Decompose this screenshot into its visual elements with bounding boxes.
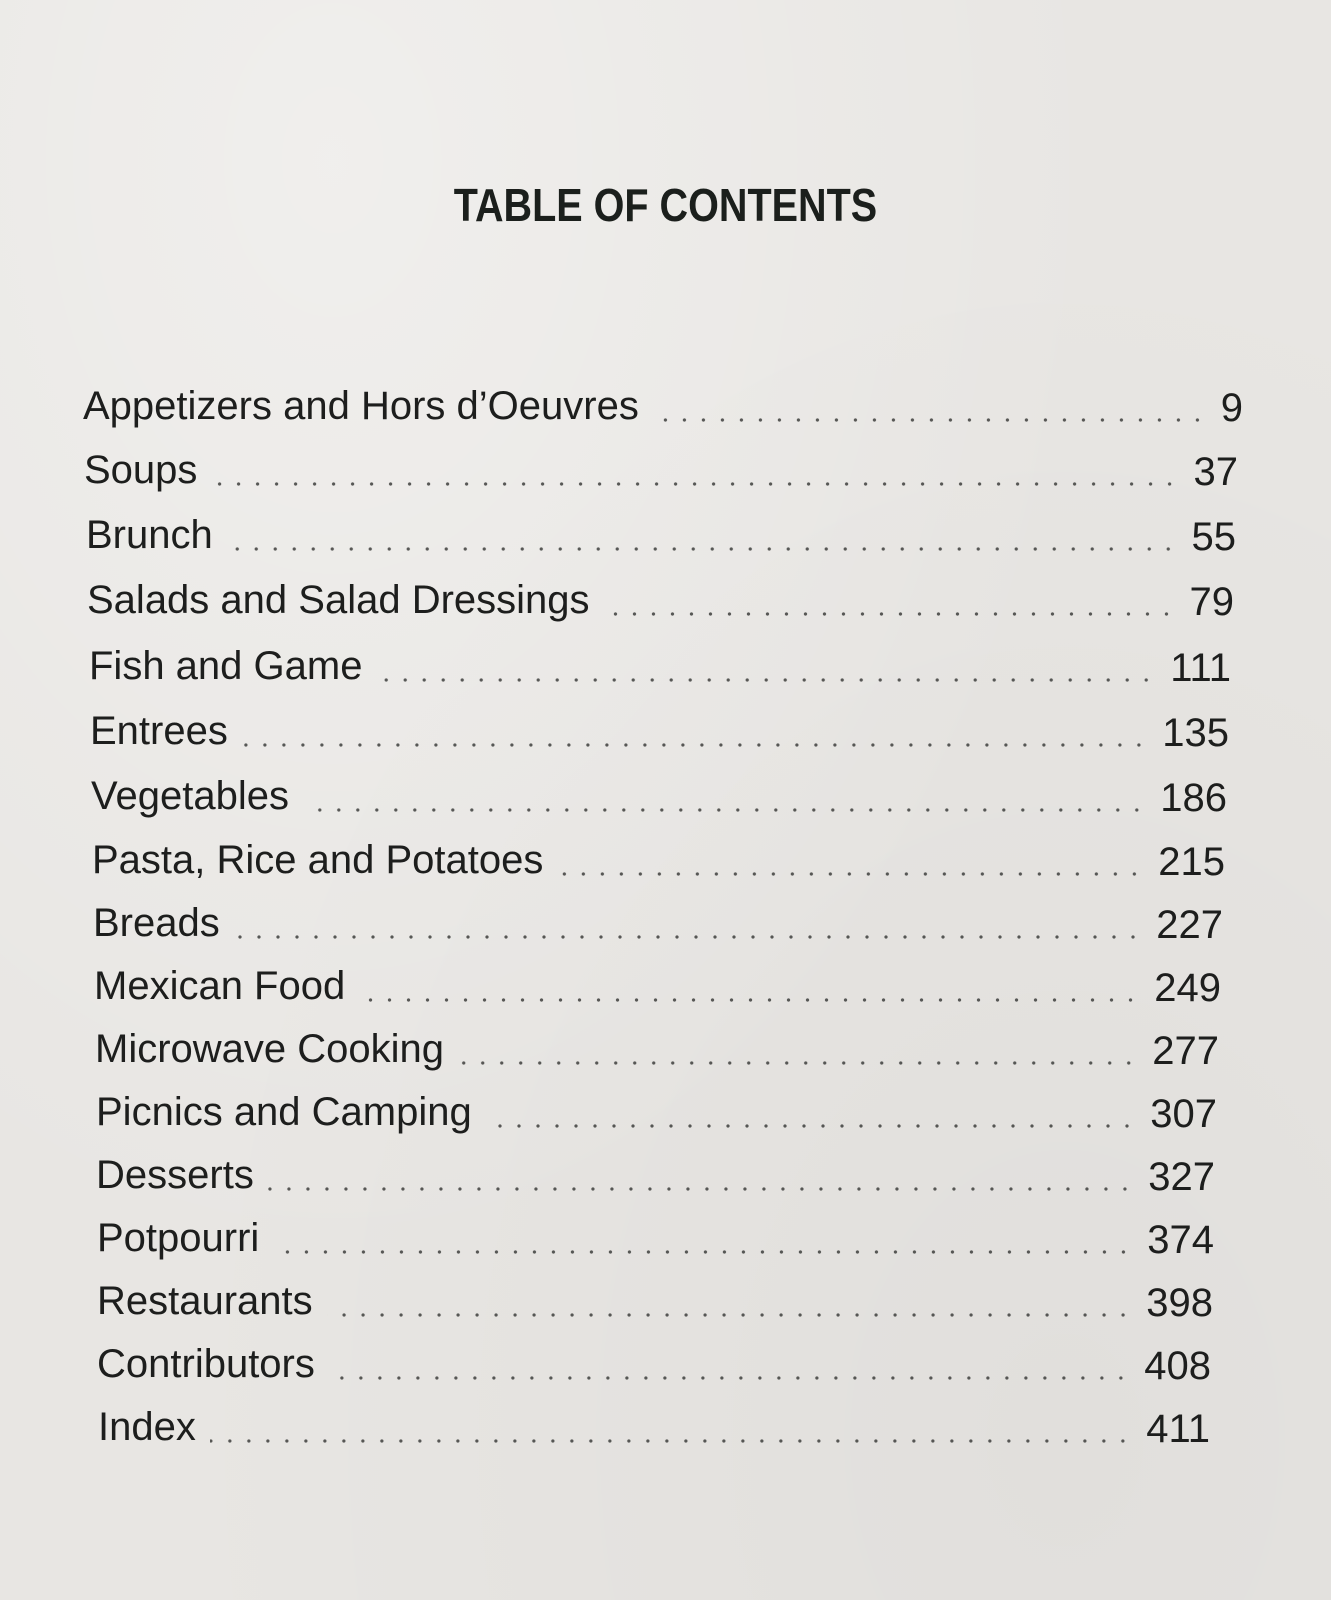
- dot-leader: [242, 741, 1148, 749]
- toc-entry-title: Salads and Salad Dressings: [87, 578, 590, 622]
- dot-leader: [211, 480, 1179, 488]
- toc-entry-title: Desserts: [96, 1153, 254, 1197]
- toc-entry: [97, 1275, 1213, 1327]
- dot-leader: [604, 610, 1176, 618]
- toc-page-number: 408: [1144, 1344, 1211, 1388]
- toc-page-number: 249: [1154, 966, 1221, 1010]
- toc-page-number: 277: [1152, 1029, 1219, 1073]
- dot-leader: [227, 545, 1178, 553]
- toc-entry: [84, 444, 1238, 496]
- toc-page-number: 374: [1147, 1218, 1214, 1262]
- toc-page-number: 307: [1150, 1092, 1217, 1136]
- dot-leader: [486, 1122, 1137, 1130]
- toc-page-number: 327: [1148, 1155, 1215, 1199]
- toc-page-number: 135: [1162, 711, 1229, 755]
- toc-entry-title: Entrees: [90, 709, 228, 753]
- page-title: TABLE OF CONTENTS: [453, 179, 878, 231]
- toc-entry: [98, 1401, 1210, 1453]
- toc-entry-title: Appetizers and Hors d’Oeuvres: [83, 384, 639, 428]
- toc-entry: [93, 897, 1223, 949]
- toc-page-number: 111: [1170, 646, 1231, 690]
- toc-entry: [89, 640, 1231, 692]
- toc-entry-title: Pasta, Rice and Potatoes: [92, 838, 544, 882]
- toc-entry: [92, 834, 1225, 886]
- toc-entry-title: Restaurants: [97, 1279, 313, 1323]
- toc-entry-title: Mexican Food: [94, 964, 346, 1008]
- toc-page-number: 411: [1146, 1407, 1210, 1451]
- dot-leader: [210, 1437, 1132, 1445]
- dot-leader: [234, 933, 1143, 941]
- toc-entry: [97, 1212, 1214, 1264]
- toc-entry-title: Picnics and Camping: [96, 1090, 472, 1134]
- toc-entry-title: Index: [98, 1405, 196, 1449]
- toc-page-number: 186: [1160, 776, 1227, 820]
- toc-entry-title: Soups: [84, 448, 198, 492]
- toc-entry: [87, 574, 1234, 626]
- toc-entry-title: Fish and Game: [89, 644, 363, 688]
- toc-page-number: 37: [1193, 450, 1238, 494]
- toc-entry-title: Contributors: [97, 1342, 315, 1386]
- dot-leader: [268, 1185, 1134, 1193]
- toc-entry: [97, 1338, 1211, 1390]
- toc-page-number: 227: [1156, 903, 1223, 947]
- toc-entry-title: Breads: [93, 901, 220, 945]
- toc-entry: [90, 705, 1229, 757]
- toc-page-number: 55: [1191, 515, 1236, 559]
- dot-leader: [557, 870, 1144, 878]
- toc-entry-title: Microwave Cooking: [95, 1027, 445, 1071]
- toc-entry-title: Potpourri: [97, 1216, 260, 1260]
- dot-leader: [458, 1059, 1138, 1067]
- dot-leader: [303, 806, 1146, 814]
- toc-page-number: 79: [1189, 580, 1234, 624]
- toc-entry-title: Brunch: [86, 513, 213, 557]
- toc-entry-title: Vegetables: [91, 774, 289, 818]
- toc-entry: [86, 509, 1236, 561]
- dot-leader: [653, 416, 1207, 424]
- dot-leader: [273, 1248, 1133, 1256]
- toc-entry: [96, 1149, 1215, 1201]
- dot-leader: [376, 676, 1156, 684]
- dot-leader: [359, 996, 1140, 1004]
- toc-entry: [95, 1023, 1219, 1075]
- toc-page-number: 215: [1158, 840, 1225, 884]
- toc-page-number: 9: [1220, 386, 1243, 430]
- toc-entry: [94, 960, 1221, 1012]
- toc-page-number: 398: [1146, 1281, 1213, 1325]
- toc-entry: [96, 1086, 1217, 1138]
- dot-leader: [329, 1374, 1130, 1382]
- dot-leader: [327, 1311, 1133, 1319]
- toc-entry: [83, 380, 1243, 432]
- toc-entry: [91, 770, 1227, 822]
